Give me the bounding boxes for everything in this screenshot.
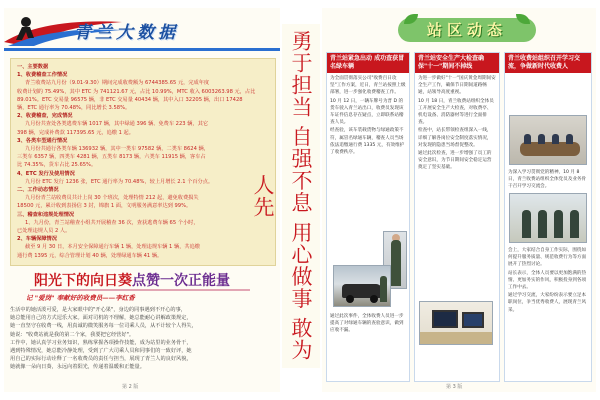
feature-line: 生活中的她活泼可爱，是大家眼中的"开心果"，身边的同事遇到不开心的事， <box>10 307 186 313</box>
stats-heading: 一、主要数据 <box>17 64 49 70</box>
photo-person <box>566 134 573 144</box>
photo-person <box>570 210 579 238</box>
news-text <box>505 167 591 192</box>
stats-line: 通行费 1395 元，综合管理计划 40 辆，处理绿通车辆 41 辆。 <box>17 252 163 259</box>
photo-wheel <box>346 295 354 303</box>
page-number-right: 第 3 版 <box>446 384 463 390</box>
page-number-left: 第 2 版 <box>122 384 139 390</box>
news-paragraph: 通过此次事件，全体收费人员进一步提高了对绿通车辆的查验意识，做到应收不漏。 <box>330 314 404 334</box>
stats-line: 89.01%。ETC 交易量 96575 辆，非 ETC 交易量 40434 辆，其中入口 32205 辆，出口 17428 <box>17 96 243 103</box>
stats-line: 二、工作动态情况 <box>17 187 59 194</box>
stats-line: 九月份共查处各类逃费车辆 1017 辆，其中绿通 396 辆、免费车 223 辆，其它 <box>25 121 208 128</box>
stats-box <box>10 58 276 266</box>
stats-list <box>17 71 269 260</box>
stats-line: 三类车 6357 辆，四类车 4281 辆，五类车 8173 辆，六类车 11915 辆，客车占 <box>17 154 206 161</box>
news-paragraph: 会上，大家结合自身工作实际，围绕如何提升服务质量、规范收费行为等方面展开了热烈讨论。 <box>508 248 587 268</box>
feature-line: 她就像一朵向日葵，永远向着阳光，传递着温暖和正能量。 <box>10 364 145 371</box>
stats-line: 九月份共通行各类车辆 136932 辆，其中一类车 97582 辆，二类车 8624 辆， <box>25 146 209 153</box>
feature-body <box>10 306 276 372</box>
stats-line: 截至 9 月 30 日，本月安全保障通行车辆 1 辆，处理违规车辆 1 辆，共追缴 <box>25 244 200 251</box>
photo-desk <box>420 332 493 345</box>
photo-group <box>509 193 587 243</box>
stats-line: 收费计划的 75.49%，其中 ETC 为 741121.67 元，占比 10.99%，MTC 收入 6003263.98 元，占比 <box>17 88 256 95</box>
stats-line: 九月份 ETC 发行 1236 张，ETC 通行率为 70.48%，较上月增长 2.1 个百分点。 <box>25 178 214 185</box>
stats-line: 3、各类车型通行情况 <box>17 137 68 144</box>
stats-line: 比 74.35%，货车占比 25.65%。 <box>17 162 97 169</box>
masthead-title: 青兰大数据 <box>74 23 179 43</box>
news-column <box>414 52 500 382</box>
news-headline: 青兰站安全生产大检查确保"十一"期间不掉线 <box>415 53 499 73</box>
news-column <box>326 52 410 382</box>
feature-line: 遇到特殊情况，她总能冷静处理，受到了广大司乘人员和同事们的一致好评，她 <box>10 348 192 355</box>
feature-title-red: 阳光下的向日葵 <box>34 273 132 289</box>
stats-line: 2、收费稽查，完成情况 <box>17 113 73 120</box>
slogan-banner <box>251 24 320 368</box>
photo-monitor <box>432 310 458 328</box>
stats-line: 4、ETC 发行及使用情况 <box>17 170 75 177</box>
news-paragraph: 通过此次检查，进一步增强了员工的安全意识，为节日期间安全稳定运营奠定了坚实基础。 <box>418 151 492 171</box>
masthead-divider <box>4 48 280 51</box>
news-paragraph: 10 月 18 日，青兰收费站组织全体员工开展安全生产大检查，对收费亭、机电设备、消防器材等进行全面排查。 <box>418 98 494 126</box>
right-page <box>322 8 596 392</box>
feature-subtitle: 记 "爱岗" 奉献好的收费员——李红香 <box>26 294 135 302</box>
news-paragraph: 为进一步做好"十一"国庆黄金周期间安全生产工作，确保节日期间道路畅通，站领导高度重视。 <box>418 76 496 96</box>
photo-person <box>380 276 387 302</box>
news-paragraph: 为深入学习贯彻党的精神，10 月 8 日，青兰收费站组织全体党员及业务骨干召开学习交流会。 <box>508 170 587 190</box>
photo-meeting-table <box>520 142 580 156</box>
stats-line: 三、稽查和违规处理情况 <box>17 211 75 218</box>
feature-line: 用自己的实际行动诠释了一名收费员的责任与担当，展现了青兰人的良好风貌， <box>10 356 192 363</box>
left-page <box>4 8 280 392</box>
stats-line: 九月份青兰站收费员共计上岗 30 个班次，处理特情 212 起，避免收费损失 <box>25 195 199 202</box>
photo-person-body <box>391 240 401 286</box>
photo-wheel <box>370 295 378 303</box>
stats-line: 1、收费稽查工作情况 <box>17 72 68 79</box>
stats-line: 2、车辆保障情况 <box>17 236 57 243</box>
photo-person <box>552 134 559 144</box>
stats-line: 辆，ETC 通行率为 70.48%，同比增长 3.58%。 <box>17 105 131 112</box>
photo-person <box>554 210 563 238</box>
news-headline: 青兰收费站组织召开学习交流，争做新时代收费人 <box>505 53 591 73</box>
feature-line: 她说："收费站就是我的第二个家，我要把它经营好"。 <box>10 331 135 338</box>
photo-meeting <box>509 115 587 165</box>
photo-person <box>522 210 531 238</box>
news-headline: 青兰站紧急出动 成功查获冒名绿车辆 <box>327 53 409 73</box>
photo-person <box>538 134 545 144</box>
stats-line: 18500 元，累计收到表扬信 3 封，锦旗 1 面，文明服务满意率达到 99%。 <box>17 203 192 210</box>
photo-person <box>538 210 547 238</box>
news-paragraph: 检查中，站长带领检查组深入一线，详细了解各岗位安全制度落实情况，对发现的隐患当场督促整改。 <box>418 128 492 148</box>
feature-title-purple: 点赞一次正能量 <box>132 273 230 289</box>
news-text-tail <box>327 311 409 336</box>
masthead <box>4 8 280 54</box>
feature-line: 工作中，她认真学习业务知识，熟练掌握各项操作技能，成为站里的业务骨干， <box>10 339 192 346</box>
feature-line: 她一直坚守在收费一线，用真诚的微笑服务每一位司乘人员，从不计较个人得失， <box>10 323 197 330</box>
section-header <box>398 14 536 48</box>
photo-person <box>524 134 531 144</box>
news-paragraph: 10 月 12 日，一辆车牌号为晋 D 的货车驶入青兰站出口，收费员发现该车证件信息存在疑点，立即联系站稽查人员。 <box>330 98 404 126</box>
photo-vehicle <box>333 265 391 307</box>
feature-line: 她总能用自己的方式逗乐大家。面对司机的不理解，她总能耐心讲解政策规定， <box>10 315 192 322</box>
news-column <box>504 52 592 382</box>
section-title: 站区动态 <box>426 21 507 39</box>
stats-line: 已处理违规人员 2 人。 <box>17 228 71 235</box>
stats-line: 1、九月份，青兰站稽查小组共开展稽查 36 次，查获逃费车辆 65 个小时， <box>25 219 199 226</box>
stats-line: 398 辆，完成补费款 117395.65 元，追缴 1 起。 <box>17 129 134 136</box>
news-paragraph: 为全面贯彻落实公司"收费百日攻坚"工作方案，近日，青兰站按照上级部署，进一步强化收费稽查工作。 <box>330 76 406 96</box>
news-text <box>327 73 409 156</box>
stats-line: 青兰收费站九月份（9.01-9.30）期间完成收费额为 6744385.65 元，完成年度 <box>25 80 210 87</box>
news-text <box>415 73 499 172</box>
news-paragraph: 站长表示，全体人员要以更加饱满的热情、更加务实的作风，积极投身到各项工作中去。 <box>508 270 587 291</box>
photo-monitor <box>462 312 484 328</box>
photo-control-room <box>419 301 493 345</box>
feature-title-underline <box>30 289 250 291</box>
news-text-tail <box>505 245 591 315</box>
slogan-text: 勇于担当 自强不息 用心做事 敢为人先 <box>251 30 313 362</box>
news-paragraph: 经查验，该车装载货物与绿通政策不符，属冒名绿通车辆，稽查人员当场依法追缴通行费 1335 元，有效维护了收费秩序。 <box>330 128 405 156</box>
news-paragraph: 通过学习交流，大家纷纷表示要立足本职岗位，争当优秀收费人，展现青兰风采。 <box>508 293 587 313</box>
